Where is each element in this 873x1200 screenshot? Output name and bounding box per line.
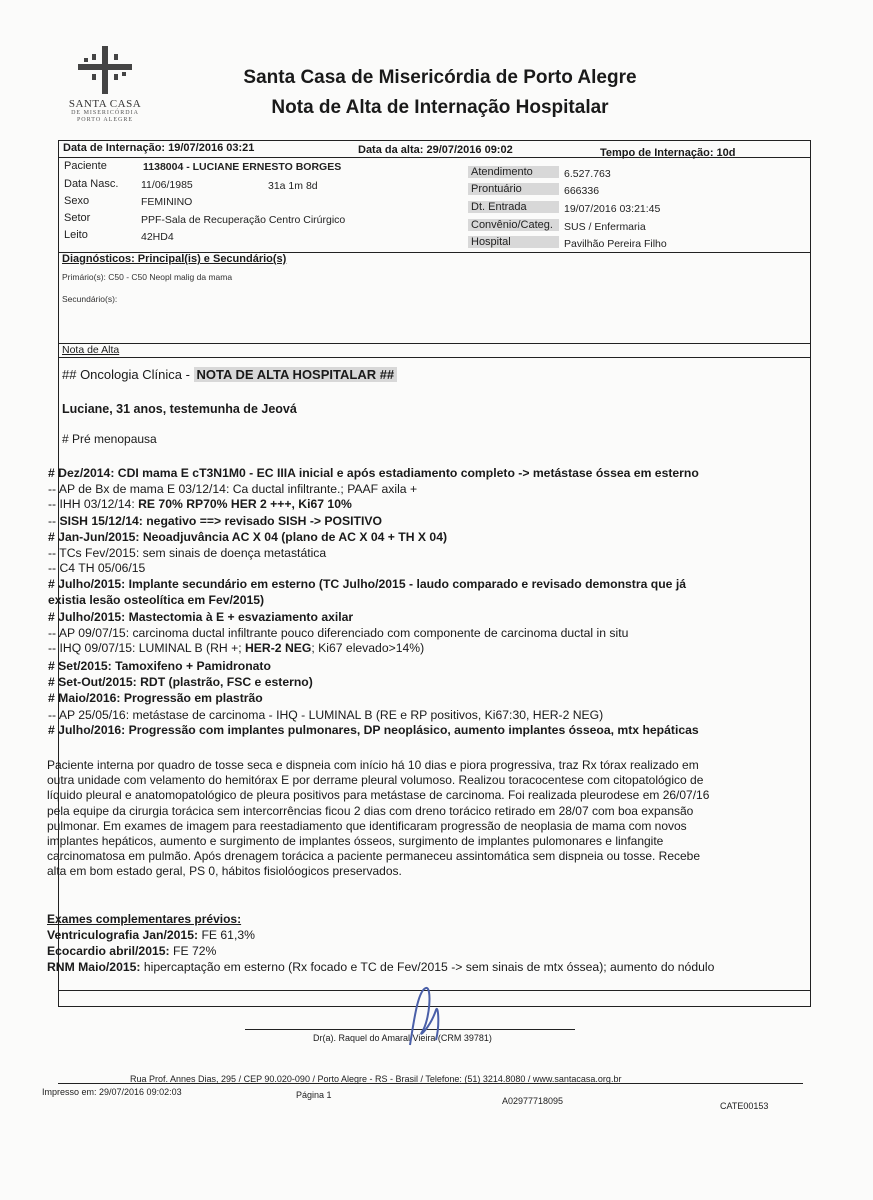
history-line <box>48 626 793 640</box>
history-line <box>48 610 793 624</box>
history-line <box>48 675 793 689</box>
history-line <box>48 691 793 705</box>
printed-date: Impresso em: 29/07/2016 09:02:03 <box>42 1087 182 1097</box>
history-line <box>48 530 793 544</box>
history-bold-text: # Dez/2014: CDI mama E cT3N1M0 - EC IIIA inicial e após estadiamento completo -> metástase óssea em esterno <box>48 466 699 480</box>
history-text: -- IHQ 09/07/15: LUMINAL B (RH +; <box>48 641 245 655</box>
history-line <box>48 514 793 528</box>
history-line <box>48 659 793 673</box>
stay-duration: Tempo de Internação: 10d <box>600 147 736 159</box>
label-sector: Setor <box>64 212 91 224</box>
exam-line <box>47 928 792 942</box>
history-bold-text: # Set-Out/2015: RDT (plastrão, FSC e esterno) <box>48 675 313 689</box>
narrative-line: alta em bom estado geral, PS 0, hábitos fisiolóogicos preservados. <box>47 864 402 879</box>
patient-sex: FEMININO <box>141 196 193 208</box>
note-title-b: NOTA DE ALTA HOSPITALAR ## <box>194 367 398 382</box>
logo-main-text: SANTA CASA <box>68 98 142 110</box>
history-bold-text: SISH 15/12/14: negativo ==> revisado SISH -> POSITIVO <box>59 514 382 528</box>
entry-date: 19/07/2016 03:21:45 <box>564 203 661 215</box>
narrative-line: implantes hepáticos, aumento e surgimento de implantes ósseos, surgimento de implantes pulomonares e linfangite <box>47 834 664 848</box>
history-text: -- AP de Bx de mama E 03/12/14: Ca ductal infiltrante.; PAAF axila + <box>48 482 418 496</box>
narrative-line: outra unidade com velamento do hemitórax E por derrame pleural volumoso. Realizou toracocentese com citopatológico de <box>47 773 704 788</box>
divider <box>58 357 810 358</box>
history-bold-text: HER-2 NEG <box>244 641 312 655</box>
history-text: -- C4 TH 05/06/15 <box>48 561 146 575</box>
note-title <box>62 367 807 382</box>
history-bold-text: existia lesão osteolítica em Fev/2015) <box>48 593 265 607</box>
history-line <box>48 708 793 722</box>
patient-age: 31a 1m 8d <box>268 180 318 192</box>
premenopause: # Pré menopausa <box>62 432 157 446</box>
exam-name: Ventriculografia Jan/2015: <box>47 928 199 942</box>
note-heading: Nota de Alta <box>62 344 120 356</box>
document-code: A02977718095 <box>502 1096 564 1106</box>
history-line <box>48 546 793 560</box>
label-bed: Leito <box>64 229 88 241</box>
history-line <box>48 723 793 737</box>
hospital-logo <box>60 44 150 124</box>
doctor-signature: Dr(a). Raquel do Amaral Vieira (CRM 39781) <box>313 1033 492 1043</box>
patient-sector: PPF-Sala de Recuperação Centro Cirúrgico <box>141 214 346 226</box>
history-line <box>48 641 793 655</box>
history-bold-text: # Set/2015: Tamoxifeno + Pamidronato <box>48 659 271 673</box>
history-line <box>48 466 793 480</box>
history-bold-text: # Maio/2016: Progressão em plastrão <box>48 691 263 705</box>
history-bold-text: # Julho/2016: Progressão com implantes pulmonares, DP neoplásico, aumento implantes ósseoa, mtx hepáticas <box>48 723 699 737</box>
exam-name: RNM Maio/2015: <box>47 960 141 974</box>
label-hospital: Hospital <box>468 236 559 248</box>
narrative-line: pulmonar. Em exames de imagem para reestadiamento que identificaram progressão de neoplasia de mama com novos <box>47 818 687 833</box>
history-text: ; Ki67 elevado>14%) <box>311 641 425 655</box>
exam-name: Ecocardio abril/2015: <box>47 944 170 958</box>
history-bold-text: # Jan-Jun/2015: Neoadjuvância AC X 04 (plano de AC X 04 + TH X 04) <box>48 530 448 544</box>
history-line <box>48 482 793 496</box>
history-text: -- TCs Fev/2015: sem sinais de doença metastática <box>48 546 327 560</box>
document-title: Nota de Alta de Internação Hospitalar <box>271 97 609 118</box>
exam-result: hipercaptação em esterno (Rx focado e TC de Fev/2015 -> sem sinais de mtx óssea); aumento do nódulo <box>140 960 715 974</box>
primary-diagnosis: Primário(s): C50 - C50 Neopl malig da mama <box>62 272 233 282</box>
history-text: -- AP 25/05/16: metástase de carcinoma - IHQ - LUMINAL B (RE e RP positivos, Ki67:30, HER-2 NEG) <box>48 708 604 722</box>
label-entry-date: Dt. Entrada <box>468 201 559 213</box>
logo-sub-text: DE MISERICÓRDIA <box>71 110 139 116</box>
diagnostics-heading: Diagnósticos: Principal(is) e Secundário(s) <box>62 253 287 265</box>
footer-address: Rua Prof. Annes Dias, 295 / CEP 90.020-090 / Porto Alegre - RS - Brasil / Telefone: (51) 3214.8080 / www.santacasa.org.br <box>130 1074 622 1084</box>
history-line <box>48 561 793 575</box>
admission-date: Data de Internação: 19/07/2016 03:21 <box>63 142 255 154</box>
secondary-diagnosis: Secundário(s): <box>62 294 118 304</box>
history-line <box>48 577 793 591</box>
narrative-line: líquido pleural e anatomopatológico de pleura positivos para metástase de carcinoma. Foi realizada pleurodese em 26/07/16 <box>47 788 710 803</box>
exam-result: FE 61,3% <box>198 928 255 942</box>
exam-result: FE 72% <box>169 944 217 958</box>
divider <box>58 140 810 141</box>
history-line <box>48 497 793 511</box>
label-patient: Paciente <box>64 160 107 172</box>
narrative-line: pela equipe da cirurgia torácica sem intercorrências ficou 2 dias com dreno torácico retirado em 28/07 com boa expansão <box>47 803 694 818</box>
narrative-line: carcinomatosa em pulmão. Após drenagem torácica a paciente permaneceu assintomática sem dispneia ou tosse. Recebe <box>47 849 701 864</box>
record-number: 666336 <box>564 185 600 197</box>
frame-right <box>810 140 811 1007</box>
cross-logo-icon <box>70 44 140 96</box>
form-code: CATE00153 <box>720 1101 769 1111</box>
label-birth: Data Nasc. <box>64 178 119 190</box>
hospital-name: Santa Casa de Misericórdia de Porto Alegre <box>243 67 637 88</box>
logo-city-text: PORTO ALEGRE <box>76 117 134 123</box>
patient-name: 1138004 - LUCIANE ERNESTO BORGES <box>143 161 342 173</box>
exam-line <box>47 944 792 958</box>
label-sex: Sexo <box>64 195 90 207</box>
label-insurance: Convênio/Categ. <box>468 219 559 231</box>
label-attendance: Atendimento <box>468 166 559 178</box>
history-line <box>48 593 793 607</box>
patient-bed: 42HD4 <box>141 231 174 243</box>
history-bold-text: RE 70% RP70% HER 2 +++, Ki67 10% <box>138 497 352 511</box>
history-text: -- AP 09/07/15: carcinoma ductal infiltrante pouco diferenciado com componente de carcinoma ductal in situ <box>48 626 629 640</box>
label-record: Prontuário <box>468 183 559 195</box>
exam-line <box>47 960 792 974</box>
history-text: -- IHH 03/12/14: <box>48 497 139 511</box>
page-number: Página 1 <box>296 1090 332 1100</box>
patient-intro: Luciane, 31 anos, testemunha de Jeová <box>62 402 297 416</box>
history-bold-text: # Julho/2015: Mastectomia à E + esvaziamento axilar <box>48 610 354 624</box>
exams-heading: Exames complementares prévios: <box>47 912 242 926</box>
divider <box>58 343 810 344</box>
hospital-building: Pavilhão Pereira Filho <box>564 238 667 250</box>
attendance-number: 6.527.763 <box>564 168 611 180</box>
discharge-date: Data da alta: 29/07/2016 09:02 <box>358 144 513 156</box>
insurance-category: SUS / Enfermaria <box>564 221 646 233</box>
note-title-a: ## Oncologia Clínica - <box>62 367 194 382</box>
birth-date: 11/06/1985 <box>141 179 193 191</box>
history-bold-text: # Julho/2015: Implante secundário em esterno (TC Julho/2015 - laudo comparado e revisado demonstra que já <box>48 577 686 591</box>
history-text: -- <box>48 514 60 528</box>
narrative-line: Paciente interna por quadro de tosse seca e dispneia com início há 10 dias e piora progressiva, traz Rx tórax realizado em <box>47 758 699 772</box>
